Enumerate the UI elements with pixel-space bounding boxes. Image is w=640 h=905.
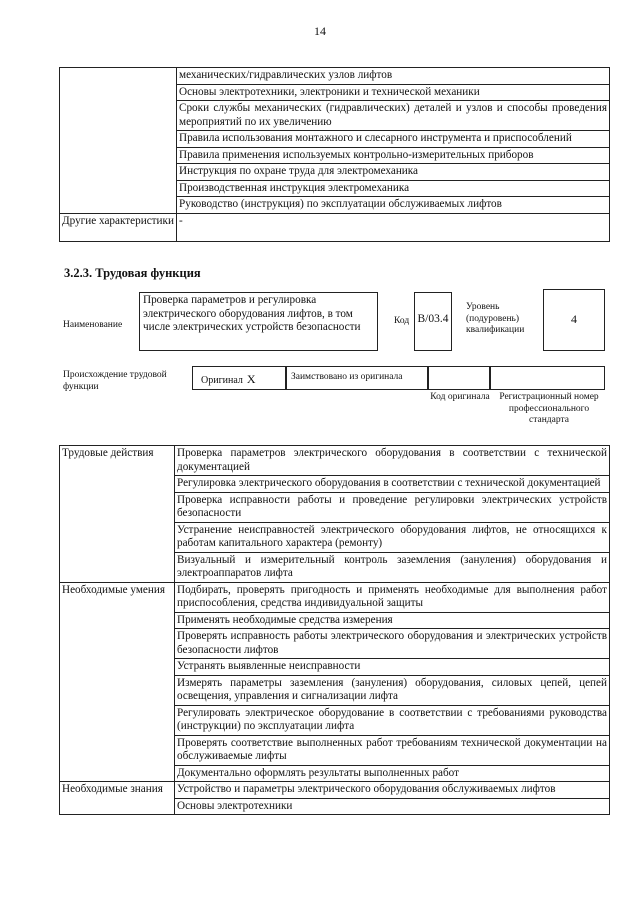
table-cell: Измерять параметры заземления (зануления) оборудования, силовых цепей, цепей освещения, управления и сигнализации лифта [175, 675, 610, 705]
group-label: Трудовые действия [60, 446, 175, 583]
table-cell: Инструкция по охране труда для электромеханика [177, 164, 610, 181]
table-cell: Регулировать электрическое оборудование в соответствии с требованиями руководства (инструкции) по эксплуатации лифта [175, 705, 610, 735]
table-row [60, 582, 610, 612]
table-cell: Правила применения используемых контрольно-измерительных приборов [177, 147, 610, 164]
table-cell: Проверять соответствие выполненных работ требованиям технической документации на обслуживаемые лифты [175, 735, 610, 765]
page-number: 14 [314, 24, 326, 38]
table-cell: Подбирать, проверять пригодность и применять необходимые для выполнения работ приспособления, средства индивидуальной защиты [175, 582, 610, 612]
table-cell: Визуальный и измерительный контроль заземления (зануления) оборудования и электроаппаратов лифта [175, 552, 610, 582]
table-cell: механических/гидравлических узлов лифтов [177, 68, 610, 85]
original-label: Оригинал [201, 375, 243, 386]
table-row [60, 68, 610, 85]
table-cell: Устранение неисправностей электрического оборудования лифтов, не относящихся к работам капитального характера (ремонту) [175, 522, 610, 552]
table-row [60, 213, 610, 241]
code-value: B/03.4 [414, 292, 452, 351]
table-cell: Основы электротехники [175, 798, 610, 815]
code-original-field [428, 366, 490, 390]
table-cell-label [60, 68, 177, 214]
table-cell: Проверять исправность работы электрического оборудования и электрических устройств безопасности лифтов [175, 629, 610, 659]
table-cell: Руководство (инструкция) по эксплуатации обслуживаемых лифтов [177, 197, 610, 214]
table-cell: - [177, 213, 610, 241]
table-cell: Устройство и параметры электрического оборудования обслуживаемых лифтов [175, 782, 610, 799]
table-cell: Устранять выявленные неисправности [175, 659, 610, 676]
table-cell: Регулировка электрического оборудования в соответствии с технической документацией [175, 476, 610, 493]
reg-number-label: Регистрационный номер профессионального стандарта [499, 392, 599, 425]
group-label: Необходимые умения [60, 582, 175, 782]
table-row [60, 782, 610, 799]
table-cell: Проверка параметров электрического оборудования в соответствии с технической документацией [175, 446, 610, 476]
name-label: Наименование [63, 320, 123, 330]
reg-number-field [490, 366, 605, 390]
table-cell: Правила использования монтажного и слесарного инструмента и приспособлений [177, 131, 610, 148]
table-cell: Сроки службы механических (гидравлических) деталей и узлов и способы проведения мероприятий по их увеличению [177, 101, 610, 131]
table-cell: Документально оформлять результаты выполненных работ [175, 765, 610, 782]
table-cell: Применять необходимые средства измерения [175, 612, 610, 629]
table-row [60, 446, 610, 476]
code-label: Код [394, 316, 410, 326]
code-original-label: Код оригинала [430, 392, 490, 402]
table-cell: Проверка исправности работы и проведение регулировки электрических устройств безопасности [175, 492, 610, 522]
function-details-table [59, 445, 610, 815]
origin-label: Происхождение трудовой функции [63, 370, 167, 392]
original-mark: X [246, 372, 256, 386]
level-label: Уровень (подуровень) квалификации [466, 302, 525, 335]
table-cell: Основы электротехники, электроники и технической механики [177, 84, 610, 101]
borrowed-label: Заимствовано из оригинала [286, 366, 428, 390]
knowledge-table-continued [59, 67, 610, 242]
name-value: Проверка параметров и регулировка электрического оборудования лифтов, в том числе электрических устройств безопасности [139, 292, 378, 351]
table-cell-label: Другие характеристики [60, 213, 177, 241]
original-field [192, 366, 286, 390]
level-value: 4 [543, 289, 605, 351]
group-label: Необходимые знания [60, 782, 175, 815]
section-heading: 3.2.3. Трудовая функция [64, 266, 201, 280]
table-cell: Производственная инструкция электромеханика [177, 180, 610, 197]
